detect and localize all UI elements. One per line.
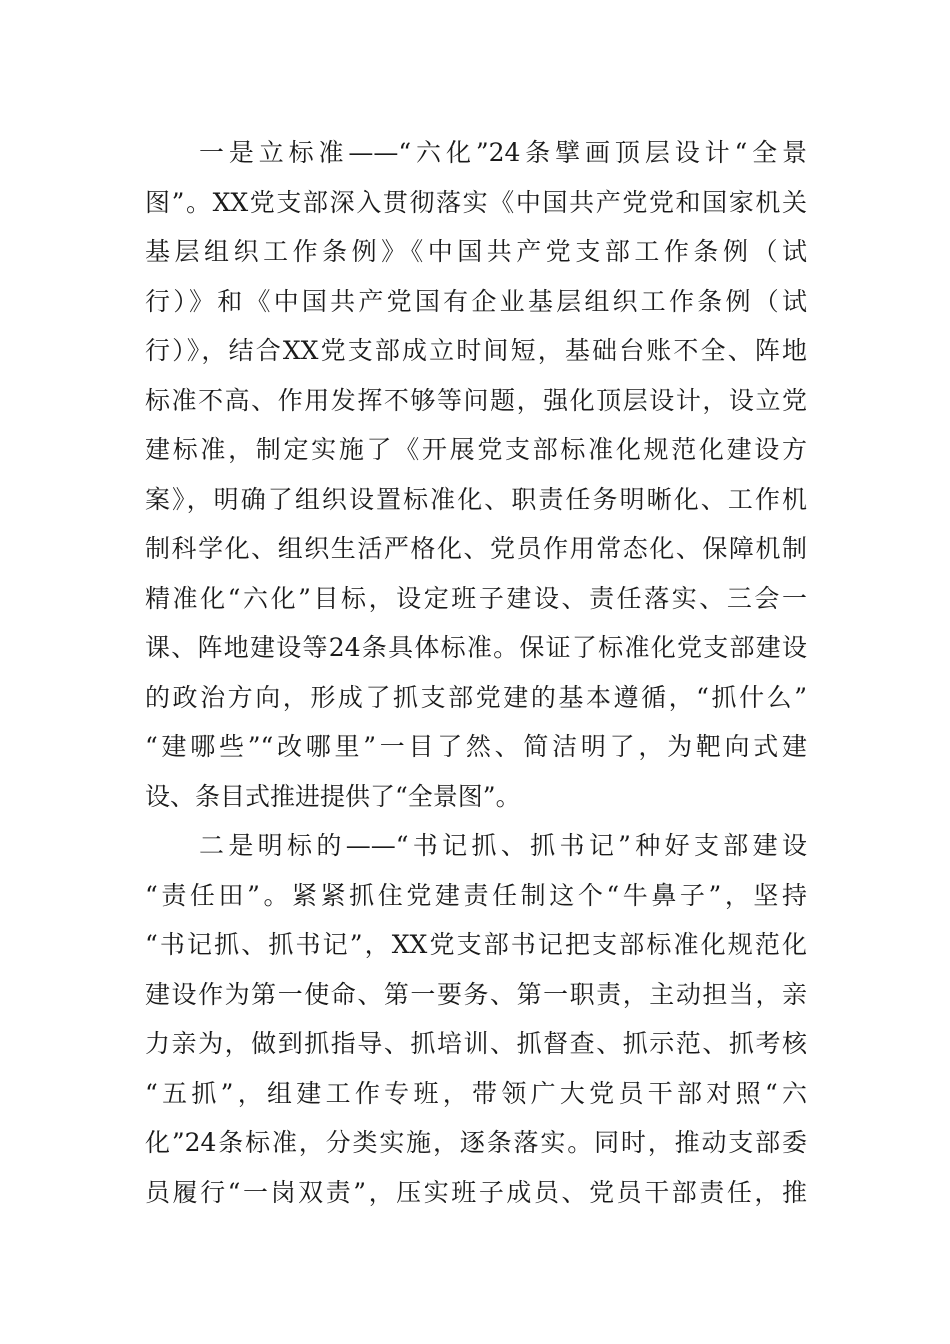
text-line: 行）》和《中国共产党国有企业基层组织工作条例（试: [145, 286, 807, 316]
text-line: 建标准，制定实施了《开展党支部标准化规范化建设方: [145, 435, 807, 464]
document-body: [145, 128, 807, 1217]
paragraph-1: [145, 128, 807, 821]
text-line: 设、条目式推进提供了“全景图”。: [145, 781, 521, 811]
text-line: 二是明标的——“书记抓、抓书记”种好支部建设: [199, 831, 807, 860]
text-line: 基层组织工作条例》《中国共产党支部工作条例（试: [145, 237, 807, 266]
text-line: 力亲为，做到抓指导、抓培训、抓督查、抓示范、抓考核: [145, 1029, 807, 1058]
text-line: 精准化“六化”目标，设定班子建设、责任落实、三会一: [145, 583, 807, 613]
text-line: 员履行“一岗双责”，压实班子成员、党员干部责任，推: [145, 1177, 807, 1207]
text-line: 的政治方向，形成了抓支部党建的基本遵循，“抓什么”: [145, 682, 807, 712]
text-line: 案》，明确了组织设置标准化、职责任务明晰化、工作机: [145, 484, 807, 514]
paragraph-2: [145, 821, 807, 1217]
text-line: 标准不高、作用发挥不够等问题，强化顶层设计，设立党: [145, 385, 807, 415]
text-line: “责任田”。紧紧抓住党建责任制这个“牛鼻子”，坚持: [145, 880, 807, 910]
text-line: 行）》，结合XX党支部成立时间短，基础台账不全、阵地: [145, 336, 807, 365]
text-line: 制科学化、组织生活严格化、党员作用常态化、保障机制: [145, 534, 807, 563]
text-line: 一是立标准——“六化”24条擘画顶层设计“全景: [199, 138, 807, 167]
text-line: “书记抓、抓书记”，XX党支部书记把支部标准化规范化: [145, 930, 807, 959]
text-line: “五抓”，组建工作专班，带领广大党员干部对照“六: [145, 1078, 807, 1108]
text-line: “建哪些”“改哪里”一目了然、简洁明了，为靶向式建: [145, 732, 807, 761]
text-line: 化”24条标准，分类实施，逐条落实。同时，推动支部委: [145, 1128, 807, 1157]
text-line: 课、阵地建设等24条具体标准。保证了标准化党支部建设: [145, 633, 807, 662]
text-line: 图”。XX党支部深入贯彻落实《中国共产党党和国家机关: [145, 187, 807, 217]
text-line: 建设作为第一使命、第一要务、第一职责，主动担当，亲: [145, 979, 807, 1009]
